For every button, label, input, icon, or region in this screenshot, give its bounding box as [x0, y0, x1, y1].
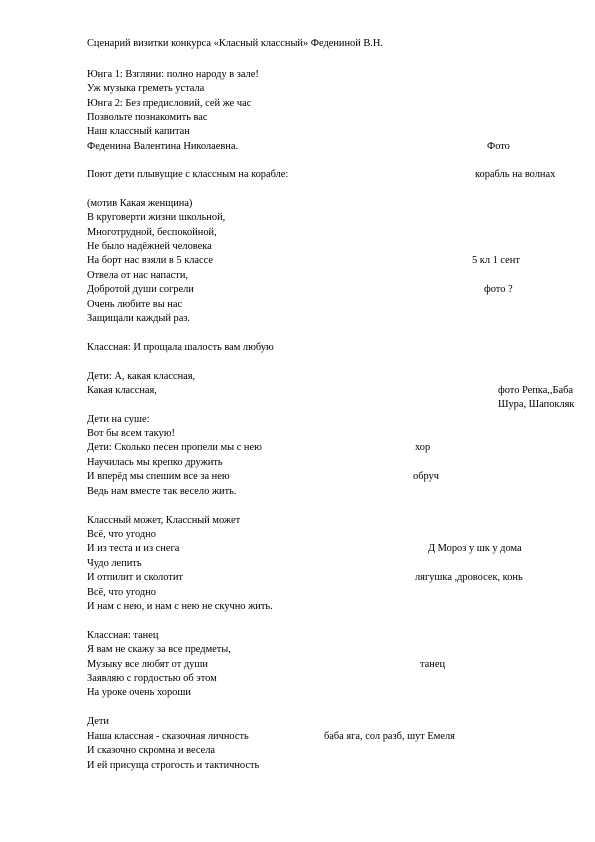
text-line: [87, 370, 195, 384]
text-line: [87, 97, 251, 111]
text-line: [87, 456, 223, 470]
text-line: [87, 514, 240, 528]
line-text: Поют дети плывущие с классным на корабле:: [87, 169, 289, 180]
text-line: [87, 730, 455, 744]
text-line: [87, 254, 520, 268]
text-line: [87, 485, 237, 499]
text-line: [87, 269, 188, 283]
line-text: Юнга 1: Взгляни: полно народу в зале!: [87, 69, 259, 80]
line-note: обруч: [413, 471, 439, 482]
text-line: [87, 586, 156, 600]
line-text: Отвела от нас напасти,: [87, 270, 188, 281]
text-line: [87, 37, 383, 51]
line-text: И вперёд мы спешим все за нею: [87, 471, 230, 482]
text-line: [87, 686, 191, 700]
text-line: [87, 542, 522, 556]
text-line: [87, 715, 109, 729]
text-line: [87, 744, 215, 758]
line-note: баба яга, сол разб, шут Емеля: [324, 731, 455, 742]
text-line: [87, 528, 156, 542]
line-text: Дети: Сколько песен пропели мы с нею: [87, 442, 262, 453]
line-note: Шура, Шапокляк: [498, 399, 575, 410]
text-line: [87, 384, 573, 398]
line-text: Многотрудной, беспокойной,: [87, 227, 217, 238]
line-text: Сценарий визитки конкурса «Класный классный» Федениной В.Н.: [87, 38, 384, 49]
text-line: [87, 240, 212, 254]
text-line: [87, 413, 149, 427]
line-note: фото Репка,,Баба: [498, 385, 573, 396]
line-text: Вот бы всем такую!: [87, 428, 175, 439]
line-text: Юнга 2: Без предисловий, сей же час: [87, 98, 252, 109]
line-note: хор: [415, 442, 431, 453]
line-text: На уроке очень хороши: [87, 687, 191, 698]
line-note: Фото: [487, 141, 510, 152]
line-text: Дети на суше:: [87, 414, 150, 425]
text-line: [87, 470, 439, 484]
line-text: Классный может, Классный может: [87, 515, 241, 526]
line-text: (мотив Какая женщина): [87, 198, 193, 209]
line-text: Какая классная,: [87, 385, 157, 396]
line-text: И отпилит и сколотит: [87, 572, 183, 583]
text-line: [87, 226, 217, 240]
text-line: [87, 211, 225, 225]
line-text: В круговерти жизни школьной,: [87, 212, 226, 223]
text-line: [87, 82, 204, 96]
text-line: [87, 341, 274, 355]
text-line: [87, 111, 208, 125]
line-text: И из теста и из снега: [87, 543, 180, 554]
text-line: [87, 283, 513, 297]
line-text: Чудо лепить: [87, 558, 142, 569]
text-line: [87, 197, 192, 211]
line-text: Наш классный капитан: [87, 126, 190, 137]
text-line: [87, 441, 431, 455]
line-note: лягушка ,дровосек, конь: [415, 572, 523, 583]
line-note: танец: [420, 659, 446, 670]
text-line: [87, 140, 510, 154]
text-line: [87, 629, 158, 643]
line-note: корабль на волнах: [475, 169, 556, 180]
line-text: Защищали каждый раз.: [87, 313, 191, 324]
text-line: [87, 168, 556, 182]
line-text: Я вам не скажу за все предметы,: [87, 644, 231, 655]
line-note: фото ?: [484, 284, 513, 295]
text-line: [87, 125, 190, 139]
line-text: Не было надёжней человека: [87, 241, 212, 252]
line-text: На борт нас взяли в 5 классе: [87, 255, 214, 266]
text-line: [87, 643, 231, 657]
line-text: Феденина Валентина Николаевна.: [87, 141, 239, 152]
line-text: Наша классная - сказочная личность: [87, 731, 249, 742]
text-line: [87, 759, 259, 773]
line-text: Позвольте познакомить вас: [87, 112, 208, 123]
text-line: [87, 312, 190, 326]
line-text: Добротой души согрели: [87, 284, 194, 295]
line-text: И ей присуща строгость и тактичность: [87, 760, 260, 771]
line-text: И сказочно скромна и весела: [87, 745, 215, 756]
line-text: Дети: А, какая классная,: [87, 371, 196, 382]
line-text: Научилась мы крепко дружить: [87, 457, 223, 468]
text-line: [87, 672, 217, 686]
line-text: Всё, что угодно: [87, 587, 156, 598]
line-note: Д Мороз у шк у дома: [428, 543, 522, 554]
text-line: [87, 427, 175, 441]
line-text: Музыку все любят от души: [87, 659, 208, 670]
text-line: [87, 298, 182, 312]
text-line: [87, 600, 273, 614]
line-text: Всё, что угодно: [87, 529, 156, 540]
line-note: 5 кл 1 сент: [472, 255, 520, 266]
text-line: [87, 557, 142, 571]
text-line: [87, 658, 446, 672]
line-text: И нам с нею, и нам с нею не скучно жить.: [87, 601, 273, 612]
line-text: Ведь нам вместе так весело жить.: [87, 486, 237, 497]
text-line: [87, 68, 259, 82]
line-text: Дети: [87, 716, 109, 727]
text-line: [87, 571, 523, 585]
line-text: Классная: И прощала шалость вам любую: [87, 342, 274, 353]
line-text: Очень любите вы нас: [87, 299, 183, 310]
line-text: Заявляю с гордостью об этом: [87, 673, 217, 684]
line-text: Классная: танец: [87, 630, 159, 641]
line-text: Уж музыка греметь устала: [87, 83, 205, 94]
